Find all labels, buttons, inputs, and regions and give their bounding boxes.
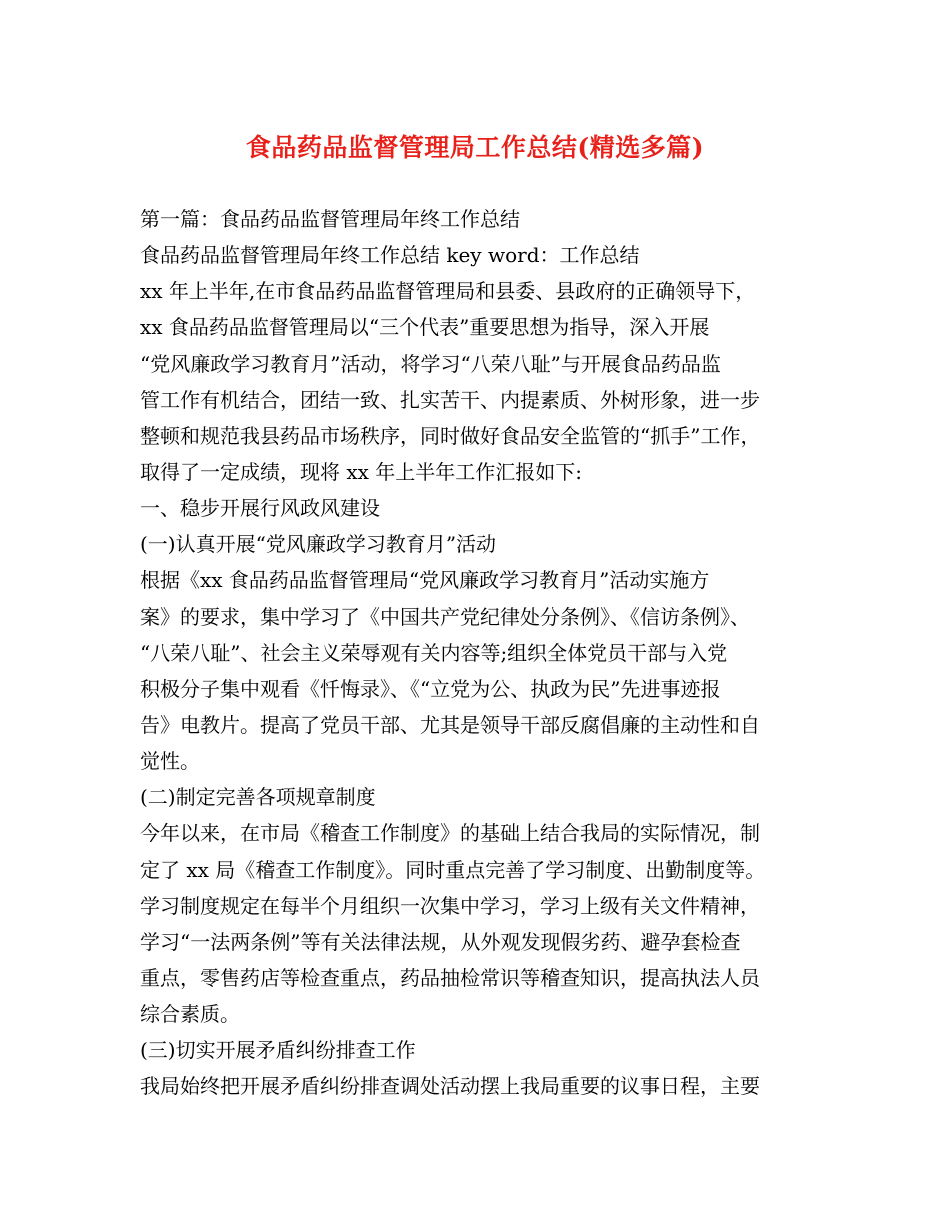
text-line: 整顿和规范我县药品市场秩序，同时做好食品安全监管的“抓手”工作， (140, 423, 761, 448)
text-line: 我局始终把开展矛盾纠纷排查调处活动摆上我局重要的议事日程，主要 (140, 1074, 760, 1099)
text-line: 综合素质。 (140, 1002, 240, 1027)
text-line: 根据《xx 食品药品监督管理局“党风廉政学习教育月”活动实施方 (140, 568, 710, 593)
text-line: 食品药品监督管理局年终工作总结 key word：工作总结 (140, 243, 640, 268)
text-line: 学习“一法两条例”等有关法律法规，从外观发现假劣药、避孕套检查 (140, 929, 741, 954)
document-title: 食品药品监督管理局工作总结(精选多篇) (245, 133, 705, 162)
section-heading: 一、稳步开展行风政风建设 (140, 496, 380, 521)
text-line: 第一篇：食品药品监督管理局年终工作总结 (140, 207, 520, 231)
text-line: 定了 xx 局《稽查工作制度》。同时重点完善了学习制度、出勤制度等。 (140, 857, 766, 882)
text-line: 案》的要求，集中学习了《中国共产党纪律处分条例》、《信访条例》、 (140, 604, 750, 629)
text-line: 告》电教片。提高了党员干部、尤其是领导干部反腐倡廉的主动性和自 (140, 712, 760, 737)
text-line: 积极分子集中观看《忏悔录》、《“立党为公、执政为民”先进事迹报 (140, 676, 721, 701)
text-line: 学习制度规定在每半个月组织一次集中学习，学习上级有关文件精神， (140, 893, 760, 918)
text-line: “党风廉政学习教育月”活动，将学习“八荣八耻”与开展食品药品监 (140, 351, 721, 376)
text-line: xx 年上半年,在市食品药品监督管理局和县委、县政府的正确领导下， (140, 279, 756, 304)
document-body (140, 201, 840, 1105)
text-line: xx 食品药品监督管理局以“三个代表”重要思想为指导，深入开展 (140, 315, 710, 340)
text-line: 今年以来，在市局《稽查工作制度》的基础上结合我局的实际情况，制 (140, 821, 760, 846)
text-line: 觉性。 (140, 749, 200, 774)
text-line: 管工作有机结合，团结一致、扎实苦干、内提素质、外树形象，进一步 (140, 387, 760, 412)
subsection-heading: (二)制定完善各项规章制度 (140, 785, 376, 810)
text-line: 重点，零售药店等检查重点，药品抽检常识等稽查知识，提高执法人员 (140, 965, 760, 990)
subsection-heading: (三)切实开展矛盾纠纷排查工作 (140, 1038, 416, 1063)
text-line: 取得了一定成绩，现将 xx 年上半年工作汇报如下: (140, 459, 583, 484)
text-line: “八荣八耻”、社会主义荣辱观有关内容等;组织全体党员干部与入党 (140, 640, 728, 665)
subsection-heading: (一)认真开展“党风廉政学习教育月”活动 (140, 532, 497, 557)
